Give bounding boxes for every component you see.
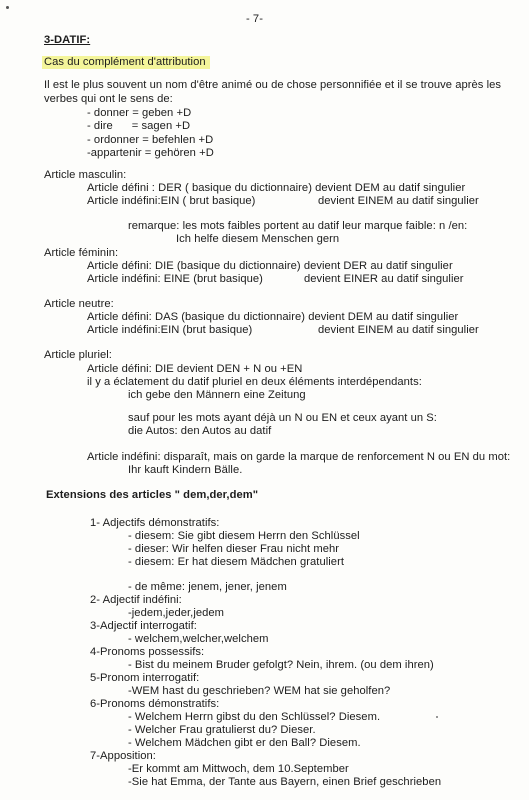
masc-def: Article défini : DER ( basique du dictionnaire) devient DEM au datif singulier [87,182,466,194]
page-number: - 7- [246,13,263,25]
ext-item: - diesem: Sie gibt diesem Herrn den Schlüssel [128,530,360,542]
ext-item: -Sie hat Emma, der Tante aus Bayern, einen Brief geschrieben [128,776,442,788]
plur-line: Article indéfini: disparaît, mais on garde la marque de renforcement N ou EN du mot: [87,451,511,463]
intro-line: Il est le plus souvent un nom d'être animé ou de chose personnifiée et il se trouve après les [44,79,502,91]
plur-line: sauf pour les mots ayant déjà un N ou EN et ceux ayant un S: [128,412,437,424]
neut-indef-result: devient EINEM au datif singulier [318,324,479,336]
highlighted-text: Cas du complément d'attribution [42,56,210,69]
ext-item: - Welchem Mädchen gibt er den Ball? Diesem. [128,737,361,749]
ext-item: - welchem,welcher,welchem [128,633,269,645]
neut-indef: Article indéfini:EIN (brut basique) [87,324,253,336]
plur-example: die Autos: den Autos au datif [128,425,272,437]
section-title: 3-DATIF: [44,34,91,46]
ext-item: - Bist du meinem Bruder gefolgt? Nein, ihrem. (ou dem ihren) [128,659,434,671]
intro-line: verbes qui ont le sens de: [44,93,173,105]
ext-item: - Welcher Frau gratulierst du? Dieser. [128,724,316,736]
extensions-heading: Extensions des articles " dem,der,dem" [46,489,259,501]
masc-indef: Article indéfini:EIN ( brut basique) [87,195,256,207]
plur-heading: Article pluriel: [44,349,112,361]
ext-item: 2- Adjectif indéfini: [90,594,182,606]
masc-example: Ich helfe diesem Menschen gern [176,233,340,245]
ext-item: 6-Pronoms démonstratifs: [90,698,220,710]
ext-item: -WEM hast du geschrieben? WEM hat sie geholfen? [128,685,391,697]
plur-line: Article défini: DIE devient DEN + N ou +EN [87,363,303,375]
ext-item: 3-Adjectif interrogatif: [90,620,197,632]
masc-indef-result: devient EINEM au datif singulier [318,195,479,207]
fem-heading: Article féminin: [44,247,119,259]
neut-heading: Article neutre: [44,298,114,310]
ext-item: 1- Adjectifs démonstratifs: [90,517,220,529]
plur-example: Ihr kauft Kindern Bälle. [128,464,243,476]
scan-speck [436,716,438,718]
masc-heading: Article masculin: [44,169,127,181]
plur-line: il y a éclatement du datif pluriel en deux éléments interdépendants: [87,376,422,388]
intro-line: - donner = geben +D [87,107,192,119]
neut-def: Article défini: DAS (basique du dictionnaire) devient DEM au datif singulier [87,311,459,323]
fem-indef: Article indéfini: EINE (brut basique) [87,273,263,285]
ext-item: 4-Pronoms possessifs: [90,646,205,658]
masc-remark: remarque: les mots faibles portent au datif leur marque faible: n /en: [128,220,468,232]
scan-speck [6,6,9,9]
ext-item: -jedem,jeder,jedem [128,607,225,619]
intro-line: - dire = sagen +D [87,120,191,132]
ext-item: - diesem: Er hat diesem Mädchen gratuliert [128,556,345,568]
ext-item: - Welchem Herrn gibst du den Schlüssel? Diesem. [128,711,381,723]
plur-example: ich gebe den Männern eine Zeitung [128,389,306,401]
ext-item: 7-Apposition: [90,750,156,762]
ext-item: -Er kommt am Mittwoch, dem 10.September [128,763,349,775]
fem-def: Article défini: DIE (basique du dictionnaire) devient DER au datif singulier [87,260,453,272]
intro-line: - ordonner = befehlen +D [87,134,214,146]
highlight-title [42,55,210,69]
fem-indef-result: devient EINER au datif singulier [304,273,464,285]
intro-line: -appartenir = gehören +D [87,147,214,159]
ext-item: - de même: jenem, jener, jenem [128,581,287,593]
ext-item: - dieser: Wir helfen dieser Frau nicht mehr [128,543,340,555]
ext-item: 5-Pronom interrogatif: [90,672,200,684]
